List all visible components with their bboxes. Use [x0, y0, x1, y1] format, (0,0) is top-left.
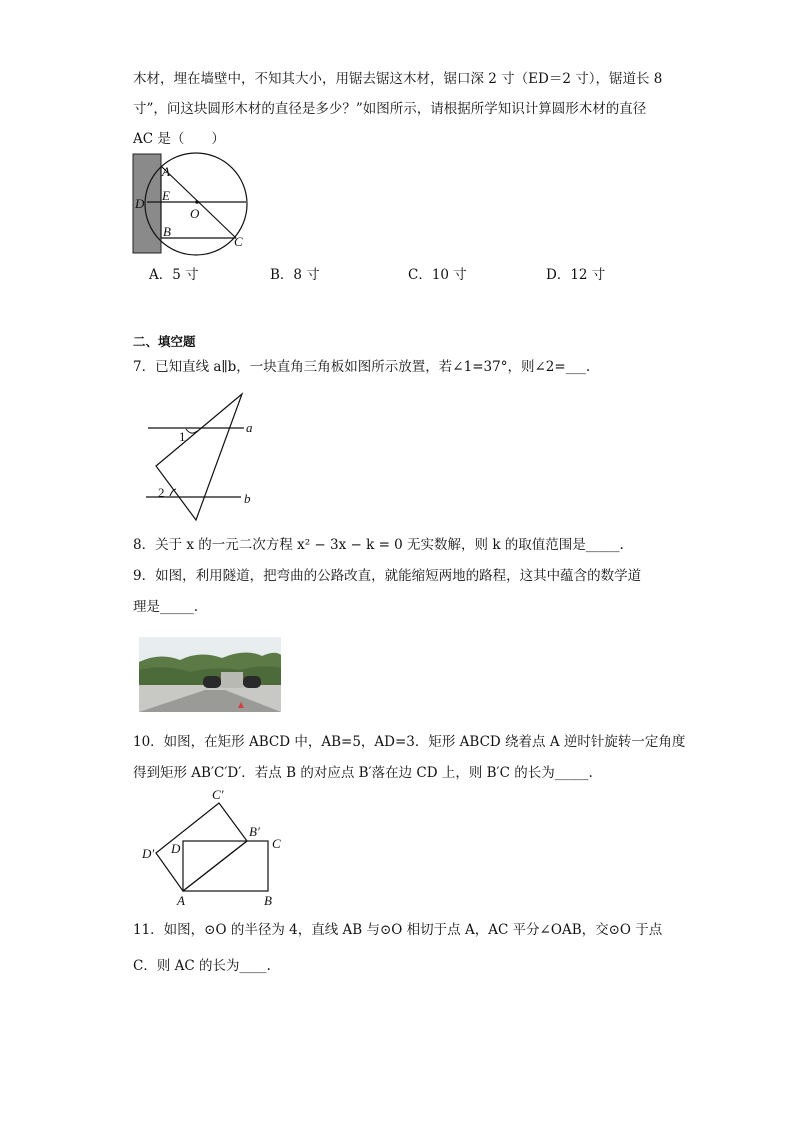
section-title: 二、填空题: [133, 334, 196, 349]
label-d: D: [135, 196, 145, 211]
option-c: C．10 寸: [408, 267, 467, 283]
q10-line-1: 10．如图，在矩形 ABCD 中，AB=5，AD=3．矩形 ABCD 绕着点 A 逆时针旋转一定角度: [133, 734, 686, 750]
diagonal: [183, 841, 247, 891]
q11-line-1: 11．如图，⊙O 的半径为 4，直线 AB 与⊙O 相切于点 A，AC 平分∠OAB，交⊙O 于点: [133, 922, 663, 938]
label-1: 1: [179, 429, 186, 444]
label-d-rect: D: [171, 841, 181, 856]
label-c-prime: C′: [212, 787, 224, 802]
label-a-rect: A: [177, 893, 185, 908]
rectangle-abcd: [183, 841, 268, 891]
label-a-line: a: [246, 420, 253, 435]
label-b-rect: B: [264, 893, 272, 908]
rectangle-ab-c-d-prime: [156, 803, 247, 891]
label-b-line: b: [244, 491, 251, 506]
q9-line-2: 理是_____.: [133, 599, 199, 615]
option-b: B．8 寸: [270, 267, 320, 283]
label-c-rect: C: [272, 836, 281, 851]
q9-line-1: 9．如图，利用隧道，把弯曲的公路改直，就能缩短两地的路程，这其中蕴含的数学道: [133, 568, 642, 584]
label-e: E: [162, 188, 170, 203]
label-o: O: [190, 206, 200, 221]
q7-text: 7．已知直线 a∥b，一块直角三角板如图所示放置，若∠1=37°，则∠2=___.: [133, 359, 591, 375]
label-b-prime: B′: [249, 824, 260, 839]
q6-line-2: 寸”，问这块圆形木材的直径是多少？”如图所示，请根据所学知识计算圆形木材的直径: [133, 101, 647, 117]
label-c: C: [234, 234, 243, 249]
q10-line-2: 得到矩形 AB′C′D′．若点 B 的对应点 B′落在边 CD 上，则 B′C 的长为_____.: [133, 765, 593, 781]
q6-line-3: AC 是（ ）: [133, 131, 225, 147]
q8-text: 8．关于 x 的一元二次方程 x² − 3x − k = 0 无实数解，则 k 的取值范围是_____.: [133, 537, 624, 553]
label-b: B: [163, 224, 171, 239]
label-2: 2: [158, 485, 165, 500]
q6-line-1: 木材，埋在墙壁中，不知其大小，用锯去锯这木材，锯口深 2 寸（ED＝2 寸），锯道长 8: [133, 71, 663, 87]
label-a: A: [162, 164, 170, 179]
q11-line-2: C．则 AC 的长为____.: [133, 958, 271, 974]
option-a: A．5 寸: [149, 267, 199, 283]
label-d-prime: D′: [142, 846, 155, 861]
option-d: D．12 寸: [546, 267, 606, 283]
